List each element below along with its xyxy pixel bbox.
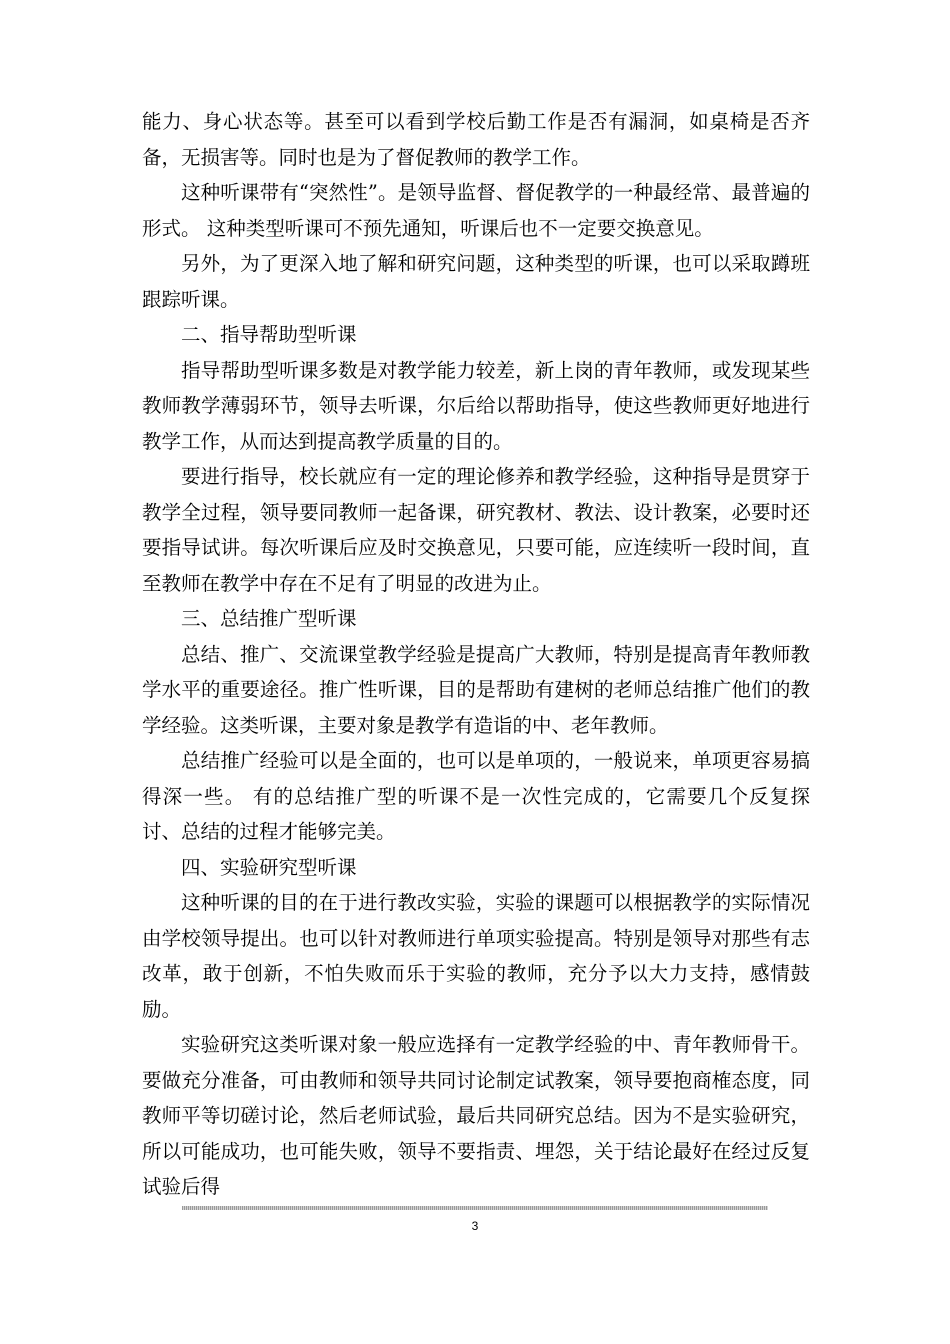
paragraph-experiment-detail: 实验研究这类听课对象一般应选择有一定教学经验的中、青年教师骨干。要做充分准备，可由教师和领导共同讨论制定试教案，领导要抱商榷态度，同教师平等切磋讨论，然后老师试验，最后共同研究总结。因为不是实验研究，所以可能成功，也可能失败，领导不要指责、埋怨，关于结论最好在经过反复试验后得 — [142, 1033, 810, 1198]
paragraph-guidance-intro: 指导帮助型听课多数是对教学能力较差，新上岗的青年教师，或发现某些教师教学薄弱环节，领导去听课，尔后给以帮助指导，使这些教师更好地进行教学工作，从而达到提高教学质量的目的。 — [142, 358, 810, 453]
paragraph-continuation: 能力、身心状态等。甚至可以看到学校后勤工作是否有漏洞，如桌椅是否齐备，无损害等。同时也是为了督促教师的教学工作。 — [142, 110, 810, 169]
page-number: 3 — [471, 1219, 479, 1233]
section-heading-summary: 三、总结推广型听课 — [181, 607, 357, 630]
paragraph-sudden-visit: 这种听课带有“突然性”。是领导监督、督促教学的一种最经常、最普遍的形式。 这种类型听课可不预先通知，听课后也不一定要交换意见。 — [142, 181, 810, 240]
footer-divider — [182, 1206, 768, 1210]
paragraph-summary-detail: 总结推广经验可以是全面的，也可以是单项的，一般说来，单项更容易搞得深一些。 有的总结推广型的听课不是一次性完成的，它需要几个反复探讨、总结的过程才能够完美。 — [142, 749, 810, 843]
section-heading-experiment: 四、实验研究型听课 — [181, 855, 357, 879]
paragraph-guidance-detail: 要进行指导，校长就应有一定的理论修养和教学经验，这种指导是贯穿于教学全过程，领导要同教师一起备课，研究教材、教法、设计教案，必要时还要指导试讲。每次听课后应及时交换意见，只要可能，应连续听一段时间，直至教师在教学中存在不足有了明显的改进为止。 — [142, 465, 810, 595]
paragraph-summary-intro: 总结、推广、交流课堂教学经验是提高广大教师，特别是提高青年教师教学水平的重要途径。推广性听课，目的是帮助有建树的老师总结推广他们的教学经验。这类听课，主要对象是教学有造诣的中、老年教师。 — [142, 642, 810, 737]
paragraph-experiment-intro: 这种听课的目的在于进行教改实验，实验的课题可以根据教学的实际情况由学校领导提出。也可以针对教师进行单项实验提高。特别是领导对那些有志改革，敢于创新，不怕失败而乐于实验的教师，充分予以大力支持，感情鼓励。 — [142, 891, 810, 1021]
document-body — [142, 104, 810, 1205]
section-heading-guidance: 二、指导帮助型听课 — [181, 323, 357, 346]
paragraph-tracking: 另外，为了更深入地了解和研究问题，这种类型的听课，也可以采取蹲班跟踪听课。 — [142, 252, 810, 311]
